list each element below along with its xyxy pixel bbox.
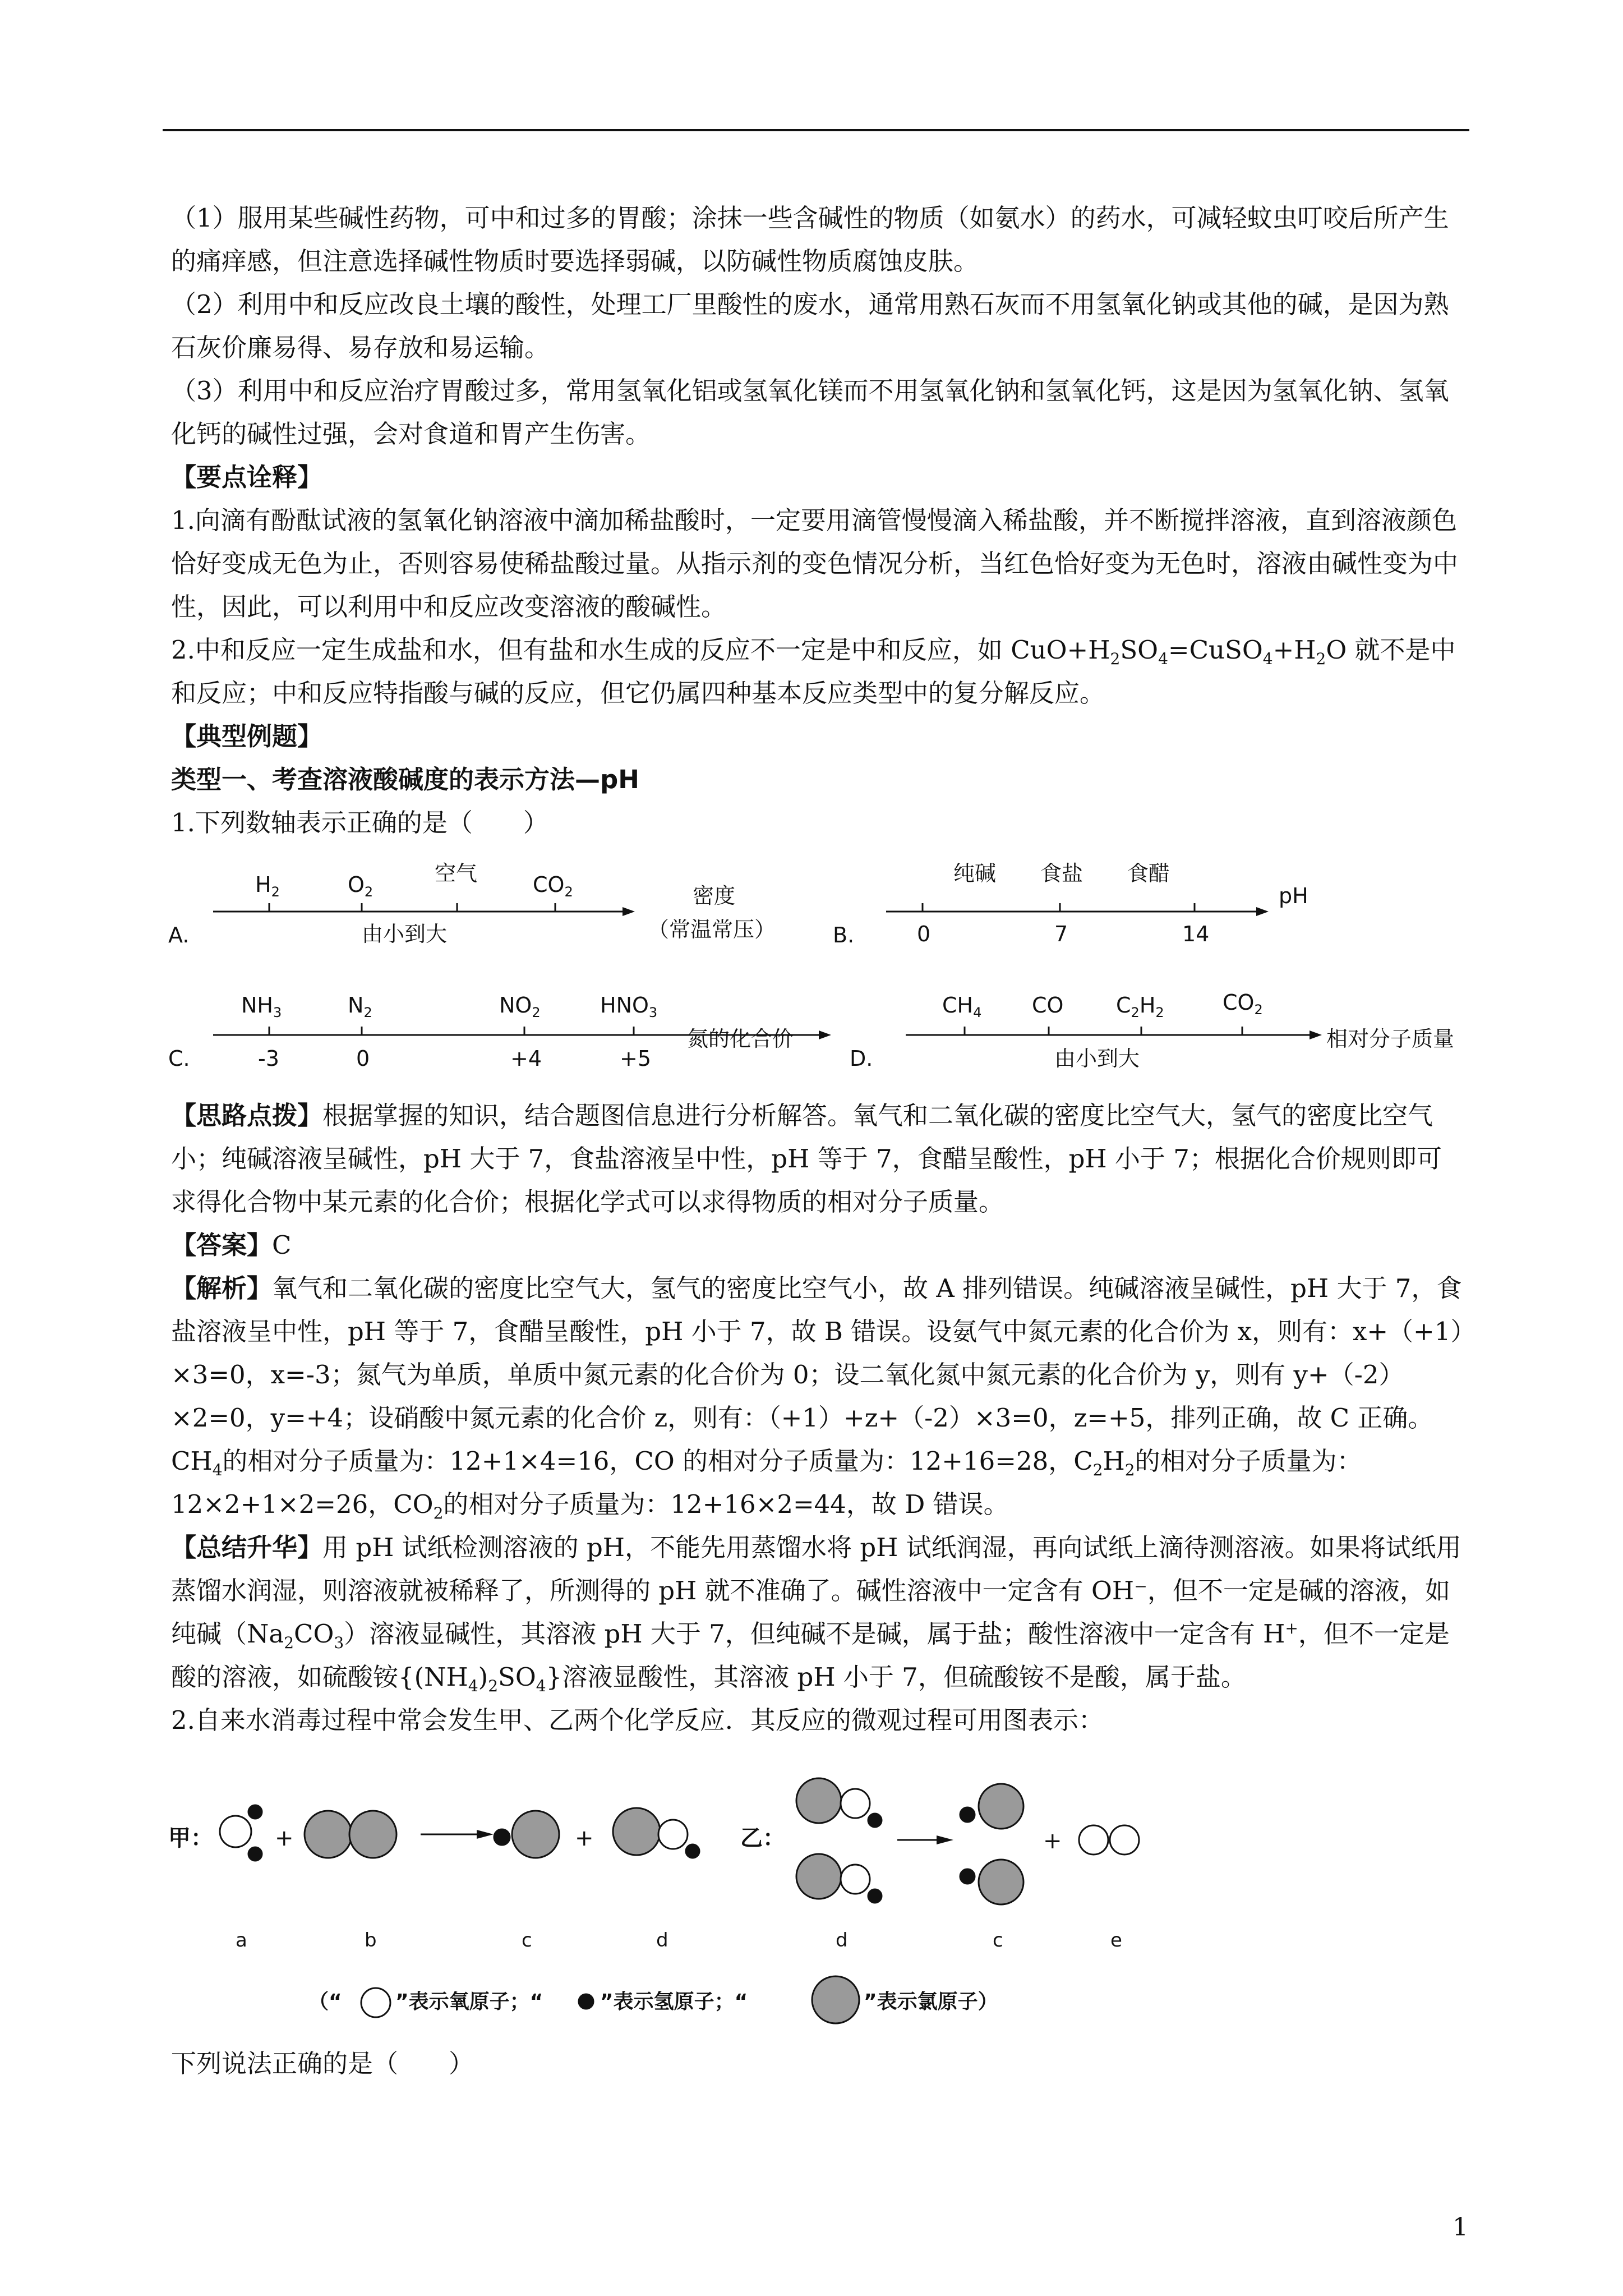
molecule-letter: c bbox=[522, 1929, 532, 1952]
axis-d-label-co2: $CO_2$ bbox=[1223, 990, 1263, 1018]
molecule-letter: d bbox=[836, 1929, 848, 1952]
hydrogen-atom bbox=[494, 1829, 510, 1845]
key-point-1: 1.向滴有酚酞试液的氢氧化钠溶液中滴加稀盐酸时，一定要用滴管慢慢滴入稀盐酸，并不断搅拌溶液，直到溶液颜色恰好变成无色为止，否则容易使稀盐酸过量。从指示剂的变色情况分析，当红色恰好变为无色时，溶液由碱性变为中性，因此，可以利用中和反应改变溶液的酸碱性。 bbox=[171, 505, 1459, 622]
oxygen-atom bbox=[841, 1789, 870, 1818]
axis-c-label-no2: $NO_2$ bbox=[499, 993, 541, 1020]
page-number: 1 bbox=[1453, 2213, 1468, 2242]
reaction-jia-label: 甲： bbox=[168, 1825, 213, 1851]
option-c-label: C. bbox=[168, 1046, 190, 1071]
axis-a-arrow bbox=[623, 907, 635, 916]
reaction-yi-label: 乙： bbox=[740, 1825, 785, 1851]
oxygen-atom bbox=[220, 1816, 251, 1847]
key-point-2: 2.中和反应一定生成盐和水，但有盐和水生成的反应不一定是中和反应，如 $CuO+H_2SO_4=CuSO_4+H_2O$ 就不是中和反应；中和反应特指酸与碱的反应，但它仍属四种基本反应类型中的复分解反应。 bbox=[171, 635, 1456, 708]
chlorine-atom bbox=[613, 1808, 660, 1855]
body-text-bottom bbox=[171, 2042, 1467, 2085]
plus-sign: + bbox=[1043, 1828, 1062, 1854]
axis-b-label: 食醋 bbox=[1127, 861, 1170, 886]
axis-a-label-air: 空气 bbox=[435, 861, 478, 886]
hydrogen-atom bbox=[248, 1805, 262, 1819]
axis-c-arrow bbox=[819, 1030, 831, 1039]
reaction-arrow-head bbox=[477, 1830, 494, 1839]
reaction-arrow-head bbox=[937, 1835, 953, 1844]
hydrogen-atom bbox=[960, 1869, 975, 1884]
oxygen-atom bbox=[841, 1865, 870, 1894]
summary-paragraph: 【总结升华】用 pH 试纸检测溶液的 pH，不能先用蒸馏水将 pH 试纸润湿，再向试纸上滴待测溶液。如果将试纸用蒸馏水润湿，则溶液就被稀释了，所测得的 pH 就不准确了。碱性溶液中一定含有 OH⁻，但不一定是碱的溶液，如纯碱$(Na_2CO_3)$溶液显碱性，其溶液 pH 大于 7，但纯碱不是碱，属于盐；酸性溶液中一定含有 H+，但不一定是酸的溶液，如硫酸铵$\{(NH_4)_2SO_4\}$溶液显酸性，其溶液 pH 小于 7，但硫酸铵不是酸，属于盐。 bbox=[171, 1533, 1461, 1695]
option-a-label: A. bbox=[168, 923, 190, 947]
examples-heading: 【典型例题】 bbox=[171, 721, 323, 751]
molecule-letter: e bbox=[1110, 1929, 1122, 1952]
axis-d-label-c2h2: $C_2H_2$ bbox=[1116, 993, 1164, 1020]
reaction-figure bbox=[163, 1773, 1284, 2042]
number-lines-figure bbox=[163, 841, 1486, 1077]
axis-d-below: 由小到大 bbox=[1054, 1046, 1140, 1071]
body-text-middle bbox=[171, 1094, 1467, 1742]
axis-d-arrow bbox=[1310, 1030, 1322, 1039]
axis-d-label-co: CO bbox=[1032, 993, 1064, 1018]
question-2: 2.自来水消毒过程中常会发生甲、乙两个化学反应．其反应的微观过程可用图表示： bbox=[171, 1705, 1104, 1735]
axis-b-tick-label: 7 bbox=[1054, 922, 1068, 946]
hydrogen-atom bbox=[248, 1847, 262, 1861]
paragraph-2: （2）利用中和反应改良土壤的酸性，处理工厂里酸性的废水，通常用熟石灰而不用氢氧化钠或其他的碱，是因为熟石灰价廉易得、易存放和易运输。 bbox=[171, 289, 1449, 362]
hint-paragraph: 【思路点拨】根据掌握的知识，结合题图信息进行分析解答。氧气和二氧化碳的密度比空气大，氢气的密度比空气小；纯碱溶液呈碱性，pH 大于 7，食盐溶液呈中性，pH 等于 7，食醋呈酸性，pH 小于 7；根据化合价规则即可求得化合物中某元素的化合价；根据化学式可以求得物质的相对分子质量。 bbox=[171, 1101, 1442, 1217]
svg-text:”表示氢原子；“: ”表示氢原子；“ bbox=[600, 1990, 748, 2013]
axis-b-arrow bbox=[1256, 907, 1269, 916]
plus-sign: + bbox=[575, 1825, 594, 1851]
chlorine-atom bbox=[512, 1811, 559, 1858]
paragraph-1: （1）服用某些碱性药物，可中和过多的胃酸；涂抹一些含碱性的物质（如氨水）的药水，可减轻蚊虫叮咬后所产生的痛痒感，但注意选择碱性物质时要选择弱碱，以防碱性物质腐蚀皮肤。 bbox=[171, 203, 1449, 276]
axis-b-tick-label: 14 bbox=[1182, 922, 1210, 946]
axis-c-label-n2: $N_2$ bbox=[348, 993, 372, 1020]
svg-text:”表示氯原子）: ”表示氯原子） bbox=[864, 1990, 998, 2013]
molecule-letter: d bbox=[656, 1929, 668, 1952]
molecule-letter: b bbox=[365, 1929, 377, 1952]
axis-b-label: 纯碱 bbox=[953, 861, 997, 886]
axis-c-tick-label: +4 bbox=[510, 1046, 542, 1071]
chlorine-atom bbox=[305, 1811, 352, 1858]
atom-legend bbox=[308, 1976, 998, 2023]
option-d-label: D. bbox=[850, 1046, 873, 1071]
chlorine-atom bbox=[979, 1784, 1023, 1829]
svg-text:（“: （“ bbox=[308, 1990, 342, 2013]
chlorine-atom bbox=[979, 1860, 1023, 1904]
plus-sign: + bbox=[275, 1825, 294, 1851]
axis-a-title-2: （常温常压） bbox=[648, 917, 776, 942]
axis-c-title: 氮的化合价 bbox=[687, 1027, 794, 1051]
axis-a-title: 密度 bbox=[693, 884, 736, 908]
axis-c-label-nh3: $NH_3$ bbox=[241, 993, 282, 1020]
axis-c-label-hno3: $HNO_3$ bbox=[600, 993, 658, 1020]
axis-b-tick-label: 0 bbox=[917, 922, 931, 946]
axis-c-tick-label: 0 bbox=[356, 1046, 370, 1071]
oxygen-atom bbox=[1079, 1825, 1108, 1855]
answer-paragraph: 【答案】C bbox=[171, 1230, 292, 1260]
axis-d-label-ch4: $CH_4$ bbox=[942, 993, 982, 1020]
chlorine-atom bbox=[796, 1778, 841, 1823]
svg-text:”表示氧原子；“: ”表示氧原子；“ bbox=[395, 1990, 543, 2013]
axis-a-label-co2: $CO_2$ bbox=[533, 872, 573, 900]
question-2-prompt: 下列说法正确的是（ ） bbox=[171, 2049, 474, 2078]
header-rule bbox=[163, 129, 1469, 131]
key-points-heading: 【要点诠释】 bbox=[171, 462, 323, 492]
axis-a-label-h2: $H_2$ bbox=[255, 872, 280, 900]
axis-d-title: 相对分子质量 bbox=[1326, 1027, 1455, 1051]
axis-c-tick-label: -3 bbox=[258, 1046, 279, 1071]
oxygen-atom bbox=[1110, 1825, 1139, 1855]
option-b-label: B. bbox=[833, 923, 855, 947]
axis-b-title: pH bbox=[1279, 884, 1308, 908]
body-text-top bbox=[171, 196, 1467, 844]
question-1: 1.下列数轴表示正确的是（ ） bbox=[171, 808, 548, 838]
hydrogen-atom bbox=[868, 1889, 882, 1903]
paragraph-3: （3）利用中和反应治疗胃酸过多，常用氢氧化铝或氢氧化镁而不用氢氧化钠和氢氧化钙，这是因为氢氧化钠、氢氧化钙的碱性过强，会对食道和胃产生伤害。 bbox=[171, 376, 1449, 449]
hydrogen-atom bbox=[960, 1807, 975, 1822]
analysis-paragraph: 【解析】氧气和二氧化碳的密度比空气大，氢气的密度比空气小，故 A 排列错误。纯碱溶液呈碱性，pH 大于 7，食盐溶液呈中性，pH 等于 7，食醋呈酸性，pH 小于 7，故 B 错误。设氨气中氮元素的化合价为 x，则有：x+（+1）×3=0，x=-3；氮气为单质，单质中氮元素的化合价为 0；设二氧化氮中氮元素的化合价为 y，则有 y+（-2）×2=0，y=+4；设硝酸中氮元素的化合价 z，则有：（+1）+z+（-2）×3=0，z=+5，排列正确，故 C 正确。$CH_4$的相对分子质量为：12+1×4=16，CO 的相对分子质量为：12+16=28，$C_2H_2$的相对分子质量为：12×2+1×2=26，$CO_2$的相对分子质量为：12+16×2=44，故 D 错误。 bbox=[171, 1273, 1463, 1522]
molecule-letter: a bbox=[236, 1929, 247, 1952]
oxygen-atom bbox=[658, 1820, 688, 1849]
axis-a-below: 由小到大 bbox=[362, 922, 448, 946]
type1-heading: 类型一、考查溶液酸碱度的表示方法—pH bbox=[171, 765, 639, 794]
chlorine-atom bbox=[796, 1854, 841, 1899]
molecule-letter: c bbox=[993, 1929, 1003, 1952]
axis-c-tick-label: +5 bbox=[620, 1046, 652, 1071]
axis-b-label: 食盐 bbox=[1040, 861, 1083, 886]
axis-a-label-o2: $O_2$ bbox=[348, 872, 374, 900]
hydrogen-atom bbox=[868, 1814, 882, 1827]
chlorine-atom bbox=[349, 1811, 396, 1858]
hydrogen-atom bbox=[686, 1844, 699, 1858]
